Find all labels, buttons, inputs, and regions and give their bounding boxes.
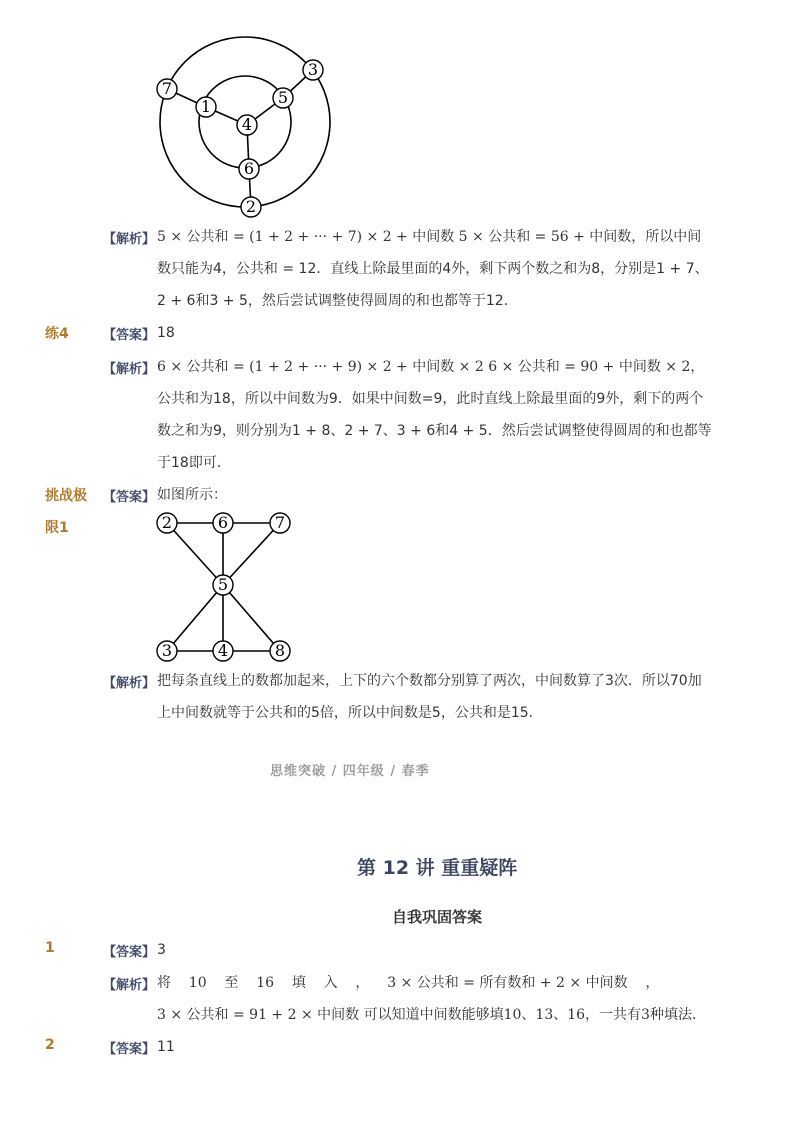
page-footer: 思维突破 / 四年级 / 春季 — [270, 764, 430, 779]
svg-text:7: 7 — [161, 79, 173, 98]
challenge-number-cont: 限1 — [45, 520, 69, 536]
node-7 — [157, 79, 177, 99]
concentric-circle-diagram — [150, 35, 340, 225]
edge-line — [223, 585, 280, 651]
node-2 — [157, 513, 177, 533]
lecture-title: 第 12 讲 重重疑阵 — [357, 857, 518, 879]
analysis-line: 公共和为18，所以中间数为9．如果中间数=9，此时直线上除最里面的9外，剩下的两个 — [157, 391, 704, 407]
edge-line — [167, 585, 223, 651]
node-7 — [270, 513, 290, 533]
answer-label: 【答案】 — [103, 490, 156, 505]
exercise-number: 练4 — [45, 326, 69, 342]
analysis-line: 于18即可． — [157, 455, 231, 471]
node-2 — [241, 197, 261, 217]
edge-line — [223, 523, 280, 585]
analysis-line: 将 10 至 16 填 入 ， 3 × 公共和 = 所有数和 + 2 × 中间数 ， — [157, 975, 660, 991]
node-8 — [270, 641, 290, 661]
edge-line — [167, 523, 223, 585]
answer-label: 【答案】 — [103, 328, 156, 343]
svg-text:2: 2 — [161, 513, 173, 532]
analysis-label: 【解析】 — [103, 232, 156, 247]
svg-text:6: 6 — [243, 159, 255, 178]
svg-text:6: 6 — [217, 513, 229, 532]
answer-value: 3 — [157, 942, 166, 958]
node-5 — [213, 575, 233, 595]
analysis-line: 把每条直线上的数都加起来，上下的六个数都分别算了两次，中间数算了3次．所以70加 — [157, 673, 702, 689]
svg-text:3: 3 — [307, 60, 319, 79]
node-6 — [239, 159, 259, 179]
svg-text:5: 5 — [277, 88, 289, 107]
node-3 — [303, 60, 323, 80]
analysis-line: 数之和为9，则分别为1 + 8、2 + 7、3 + 6和4 + 5．然后尝试调整使得圆周的和也都等 — [157, 423, 712, 439]
answer-value: 18 — [157, 325, 175, 341]
node-4 — [213, 641, 233, 661]
answer-value: 11 — [157, 1039, 175, 1055]
svg-text:5: 5 — [217, 575, 229, 594]
svg-text:4: 4 — [241, 115, 253, 134]
analysis-line: 数只能为4，公共和 = 12．直线上除最里面的4外，剩下两个数之和为8，分别是1 + 7、 — [157, 261, 709, 277]
analysis-label: 【解析】 — [103, 978, 156, 993]
svg-text:8: 8 — [274, 641, 286, 660]
node-4 — [237, 115, 257, 135]
node-3 — [157, 641, 177, 661]
answer-label: 【答案】 — [103, 1042, 156, 1057]
svg-text:4: 4 — [217, 641, 229, 660]
analysis-line: 3 × 公共和 = 91 + 2 × 中间数 可以知道中间数能够填10、13、16，一共有3种填法． — [157, 1007, 706, 1023]
svg-text:3: 3 — [161, 641, 173, 660]
svg-text:7: 7 — [274, 513, 286, 532]
svg-text:2: 2 — [245, 197, 257, 216]
analysis-line: 2 + 6和3 + 5，然后尝试调整使得圆周的和也都等于12． — [157, 293, 518, 309]
answer-label: 【答案】 — [103, 945, 156, 960]
analysis-line: 5 × 公共和 = (1 + 2 + ··· + 7) × 2 + 中间数 5 × 公共和 = 56 + 中间数，所以中间 — [157, 229, 702, 245]
question-number: 2 — [45, 1037, 55, 1053]
section-subtitle: 自我巩固答案 — [392, 908, 483, 926]
hourglass-diagram — [150, 508, 300, 668]
node-5 — [273, 88, 293, 108]
question-number: 1 — [45, 940, 55, 956]
challenge-number: 挑战极 — [45, 488, 87, 504]
answer-value: 如图所示： — [157, 487, 227, 503]
svg-text:1: 1 — [200, 97, 212, 116]
analysis-line: 上中间数就等于公共和的5倍，所以中间数是5，公共和是15． — [157, 705, 543, 721]
analysis-label: 【解析】 — [103, 676, 156, 691]
analysis-label: 【解析】 — [103, 362, 156, 377]
node-1 — [196, 97, 216, 117]
analysis-line: 6 × 公共和 = (1 + 2 + ··· + 9) × 2 + 中间数 × 2 6 × 公共和 = 90 + 中间数 × 2， — [157, 359, 705, 375]
node-6 — [213, 513, 233, 533]
